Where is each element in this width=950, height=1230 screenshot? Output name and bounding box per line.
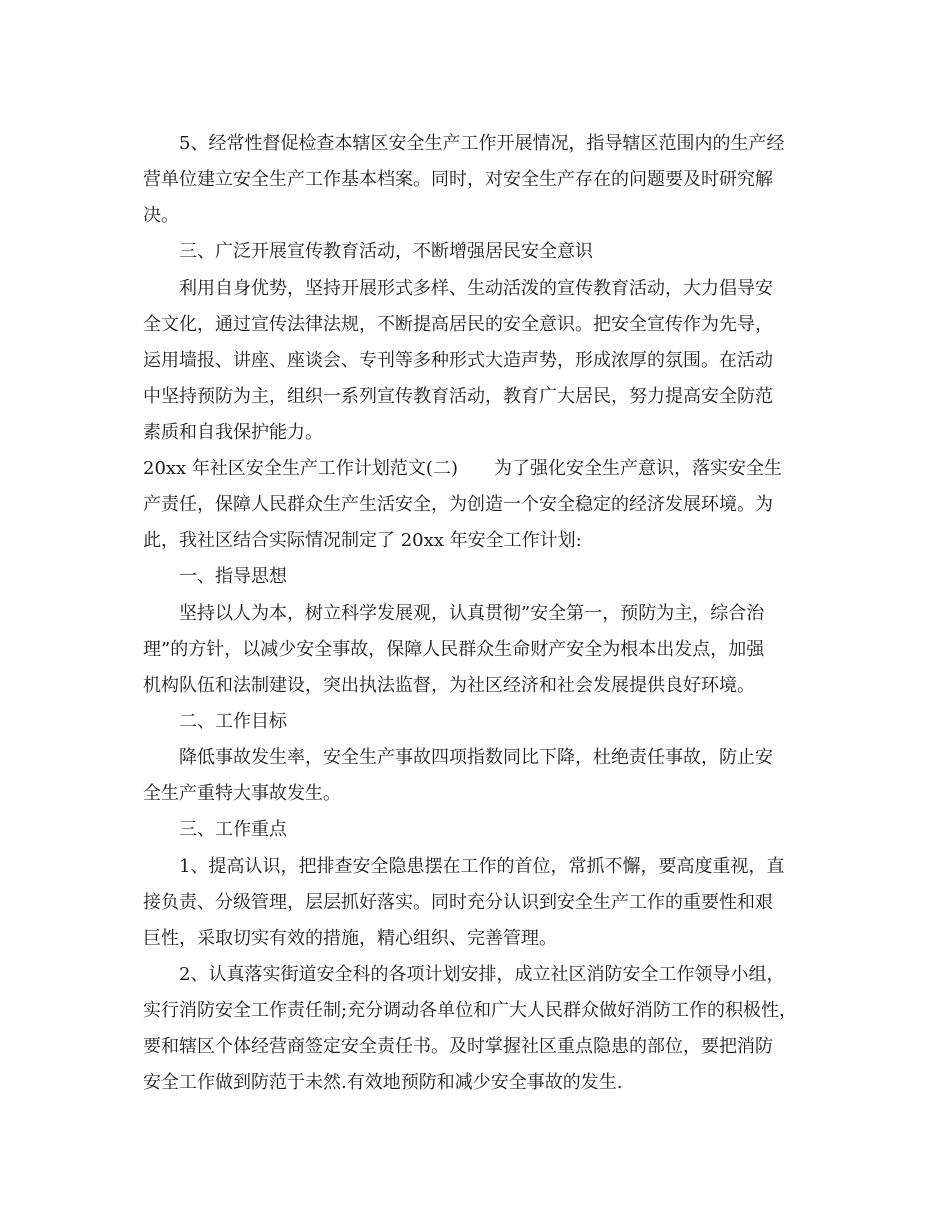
text-line: 降低事故发生率，安全生产事故四项指数同比下降，杜绝责任事故，防止安 — [179, 747, 773, 768]
text-line: 素质和自我保护能力。 — [143, 422, 323, 443]
section-heading: 三、工作重点 — [179, 819, 287, 840]
text-line: 全生产重特大事故发生。 — [143, 783, 341, 804]
text-line: 决。 — [143, 205, 179, 226]
text-line: 实行消防安全工作责任制;充分调动各单位和广大人民群众做好消防工作的积极性， — [143, 1000, 798, 1021]
text-line: 坚持以人为本，树立科学发展观，认真贯彻”安全第一，预防为主，综合治 — [179, 603, 765, 624]
text-line: 接负责、分级管理，层层抓好落实。同时充分认识到安全生产工作的重要性和艰 — [143, 892, 773, 913]
section-heading: 一、指导思想 — [179, 566, 287, 587]
text-line: 巨性，采取切实有效的措施，精心组织、完善管理。 — [143, 928, 557, 949]
text-line: 理”的方针，以减少安全事故，保障人民群众生命财产安全为根本出发点，加强 — [143, 639, 765, 660]
text-line: 2、认真落实街道安全科的各项计划安排，成立社区消防安全工作领导小组， — [179, 964, 785, 985]
text-line: 要和辖区个体经营商签定安全责任书。及时掌握社区重点隐患的部位，要把消防 — [143, 1036, 773, 1057]
text-line: 产责任，保障人民群众生产生活安全，为创造一个安全稳定的经济发展环境。为 — [143, 494, 773, 515]
text-line: 此，我社区结合实际情况制定了 20xx 年安全工作计划: — [143, 530, 582, 551]
text-line: 机构队伍和法制建设，突出执法监督，为社区经济和社会发展提供良好环境。 — [143, 675, 755, 696]
text-line: 营单位建立安全生产工作基本档案。同时，对安全生产存在的问题要及时研究解 — [143, 169, 773, 190]
text-line: 利用自身优势，坚持开展形式多样、生动活泼的宣传教育活动，大力倡导安 — [179, 278, 773, 299]
text-line: 5、经常性督促检查本辖区安全生产工作开展情况，指导辖区范围内的生产经 — [179, 133, 785, 154]
document-title-line: 20xx 年社区安全生产工作计划范文(二) 为了强化安全生产意识，落实安全生 — [143, 458, 782, 479]
text-line: 全文化，通过宣传法律法规，不断提高居民的安全意识。把安全宣传作为先导， — [143, 314, 773, 335]
text-line: 安全工作做到防范于未然.有效地预防和减少安全事故的发生. — [143, 1072, 623, 1093]
text-line: 1、提高认识，把排查安全隐患摆在工作的首位，常抓不懈，要高度重视，直 — [179, 856, 785, 877]
section-heading: 二、工作目标 — [179, 711, 287, 732]
text-line: 中坚持预防为主，组织一系列宣传教育活动，教育广大居民，努力提高安全防范 — [143, 386, 773, 407]
section-heading: 三、广泛开展宣传教育活动，不断增强居民安全意识 — [179, 241, 593, 262]
text-line: 运用墙报、讲座、座谈会、专刊等多种形式大造声势，形成浓厚的氛围。在活动 — [143, 350, 773, 371]
